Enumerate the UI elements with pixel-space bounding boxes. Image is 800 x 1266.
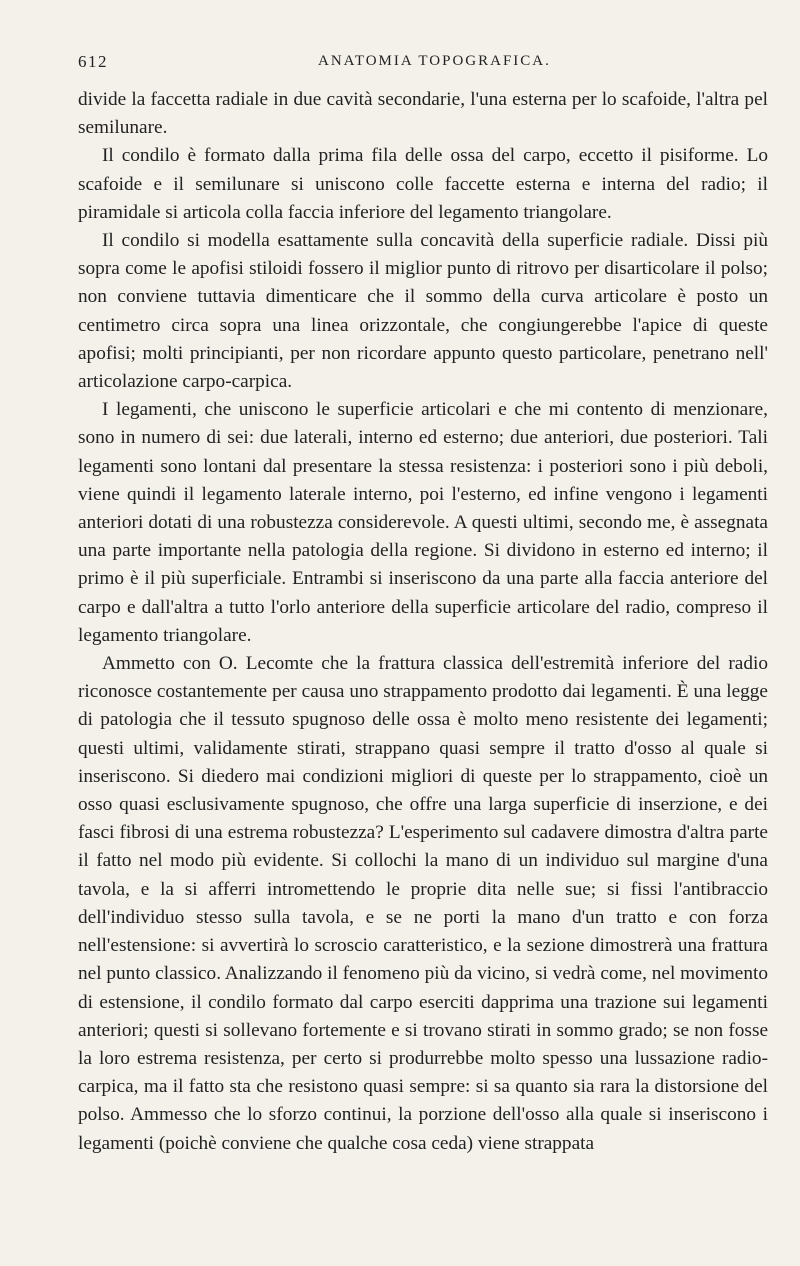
page-header bbox=[78, 52, 718, 80]
paragraph-frattura: Ammetto con O. Lecomte che la frattura classica dell'estremità inferiore del radio riconosce costantemente per causa uno strappamento prodotto dai legamenti. È una legge di patologia che il tessuto spugnoso delle ossa è molto meno resistente dei legamenti; questi ultimi, validamente stirati, strappano quasi sempre il tratto d'osso al quale si inseriscono. Si diedero mai condizioni migliori di queste per lo strappamento, cioè un osso quasi esclusivamente spugnoso, che offre una larga superficie di inserzione, e dei fasci fibrosi di una estrema robustezza? L'esperimento sul cadavere dimostra d'altra parte il fatto nel modo più evidente. Si collochi la mano di un individuo sul margine d'una tavola, e la si afferri intromettendo le proprie dita nelle sue; si fissi l'antibraccio dell'individuo stesso sulla tavola, e se ne porti la mano d'un tratto e con forza nell'estensione: si avvertirà lo scroscio caratteristico, e la sezione dimostrerà una frattura nel punto classico. Analizzando il fenomeno più da vicino, si vedrà come, nel movimento di estensione, il condilo formato dal carpo eserciti dapprima una trazione sui legamenti anteriori; questi si sollevano fortemente e si trovano stirati in sommo grado; se non fosse la loro estrema resistenza, per certo si produrrebbe molto spesso una lussazione radio-carpica, ma il fatto sta che resistono quasi sempre: si sa quanto sia rara la distorsione del polso. Ammesso che lo sforzo continui, la porzione dell'osso alla quale si inseriscono i legamenti (poichè conviene che qualche cosa ceda) viene strappata bbox=[78, 653, 768, 1154]
running-title: ANATOMIA TOPOGRAFICA. bbox=[318, 53, 551, 69]
paragraph-continuation: divide la faccetta radiale in due cavità secondarie, l'una esterna per lo scafoide, l'altra pel semilunare. bbox=[78, 89, 768, 139]
paragraph-legamenti: I legamenti, che uniscono le superficie articolari e che mi contento di menzionare, sono in numero di sei: due laterali, interno ed esterno; due anteriori, due posteriori. Tali legamenti sono lontani dal presentare la stessa resistenza: i posteriori sono i più deboli, viene quindi il legamento laterale interno, poi l'esterno, ed infine vengono i legamenti anteriori dotati di una robustezza considerevole. A questi ultimi, secondo me, è assegnata una parte importante nella patologia della regione. Si dividono in esterno ed interno; il primo è il più superficiale. Entrambi si inseriscono da una parte alla faccia anteriore del carpo e dall'altra a tutto l'orlo anteriore della superficie articolare del radio, compreso il legamento triangolare. bbox=[78, 399, 768, 646]
page-number: 612 bbox=[78, 52, 108, 71]
paragraph-condilo: Il condilo è formato dalla prima fila delle ossa del carpo, eccetto il pisiforme. Lo scafoide e il semilunare si uniscono colle faccette esterna e interna del radio; il piramidale si articola colla faccia inferiore del legamento triangolare. bbox=[78, 145, 768, 223]
paragraph-concavita: Il condilo si modella esattamente sulla concavità della superficie radiale. Dissi più sopra come le apofisi stiloidi fossero il miglior punto di ritrovo per disarticolare il polso; non conviene tuttavia dimenticare che il sommo della curva articolare è posto un centimetro circa sopra una linea orizzontale, che congiungerebbe l'apice di queste apofisi; molti principianti, per non ricordare appunto questo particolare, penetrano nell' articolazione carpo-carpica. bbox=[78, 230, 768, 393]
body-text bbox=[78, 86, 768, 1158]
